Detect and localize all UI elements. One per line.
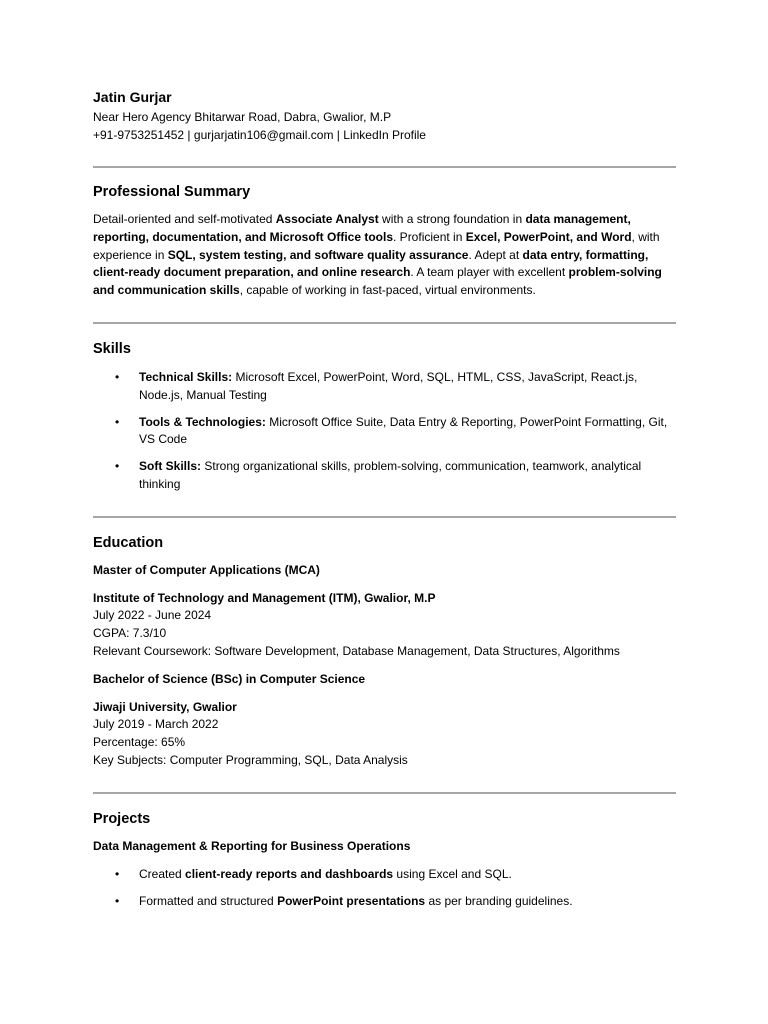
education-details: Relevant Coursework: Software Development, Database Management, Data Structures, Algorithms	[93, 643, 620, 658]
bullet-icon: •	[115, 459, 120, 474]
phone-number: +91-9753251452	[93, 128, 185, 142]
summary-emphasis: data management, reporting, documentation, and Microsoft Office tools	[93, 212, 635, 244]
skill-values: Microsoft Office Suite, Data Entry & Reporting, PowerPoint Formatting, Git, VS Code	[139, 414, 671, 447]
summary-title: Professional Summary	[93, 184, 251, 200]
summary-text: , capable of working in fast-paced, virtual environments.	[239, 283, 536, 298]
candidate-name: Jatin Gurjar	[93, 89, 172, 105]
contact-separator: |	[184, 128, 194, 142]
address-line: Near Hero Agency Bhitarwar Road, Dabra, Gwalior, M.P	[93, 110, 392, 124]
institute-name: Jiwaji University, Gwalior	[93, 699, 237, 714]
contact-separator: |	[333, 128, 344, 142]
education-dates: July 2022 - June 2024	[93, 608, 212, 623]
section-divider	[93, 166, 676, 168]
resume-page	[93, 88, 676, 911]
project-bullet-text: Formatted and structured	[139, 894, 278, 909]
resume-header	[93, 88, 676, 144]
project-bullets	[93, 866, 676, 912]
section-divider	[93, 792, 676, 794]
bullet-icon: •	[115, 866, 120, 881]
section-divider	[93, 322, 676, 324]
summary-text: with a strong foundation in	[378, 212, 526, 226]
skills-item	[93, 414, 676, 450]
bullet-icon: •	[115, 369, 120, 384]
project-bullet-emphasis: client-ready reports and dashboards	[185, 866, 394, 881]
summary-section	[93, 182, 676, 300]
contact-line	[93, 126, 676, 144]
degree-title: Bachelor of Science (BSc) in Computer Science	[93, 671, 366, 686]
education-details: Key Subjects: Computer Programming, SQL, Data Analysis	[93, 752, 408, 767]
linkedin-link[interactable]: LinkedIn Profile	[343, 128, 426, 142]
skill-category: Tools & Technologies:	[139, 414, 266, 429]
skills-item	[93, 458, 676, 494]
skill-category: Technical Skills:	[139, 369, 233, 384]
summary-emphasis: Excel, PowerPoint, and Word	[465, 229, 632, 244]
education-dates: July 2019 - March 2022	[93, 717, 219, 732]
summary-emphasis: SQL, system testing, and software quality assurance	[167, 247, 469, 262]
projects-title: Projects	[93, 810, 151, 827]
summary-emphasis: problem-solving and communication skills	[93, 265, 666, 298]
summary-emphasis: Associate Analyst	[275, 212, 379, 226]
skills-title: Skills	[93, 340, 131, 357]
education-score: CGPA: 7.3/10	[93, 626, 167, 641]
summary-text: . Proficient in	[393, 229, 466, 244]
skill-values: Strong organizational skills, problem-solving, communication, teamwork, analytical thinking	[139, 459, 645, 491]
skills-item	[93, 369, 676, 405]
summary-emphasis: data entry, formatting, client-ready document preparation, and online research	[93, 247, 652, 280]
summary-text: , with experience in	[93, 229, 663, 262]
project-bullet-emphasis: PowerPoint presentations	[277, 894, 426, 909]
project-bullet-text: Created	[139, 866, 186, 881]
education-title: Education	[93, 534, 164, 551]
project-bullet-text: as per branding guidelines.	[425, 894, 573, 909]
project-bullet	[93, 866, 676, 884]
bullet-icon: •	[115, 414, 120, 429]
skills-section	[93, 339, 676, 494]
email-link[interactable]: gurjarjatin106@gmail.com	[193, 128, 334, 142]
projects-section	[93, 809, 676, 911]
skills-list	[93, 369, 676, 494]
section-divider	[93, 516, 676, 518]
education-section	[93, 533, 676, 770]
degree-title: Master of Computer Applications (MCA)	[93, 562, 320, 577]
skill-values: Microsoft Excel, PowerPoint, Word, SQL, HTML, CSS, JavaScript, React.js, Node.js, Manual Testing	[139, 369, 641, 402]
summary-text: . A team player with excellent	[410, 265, 569, 280]
project-bullet-text: using Excel and SQL.	[393, 866, 512, 881]
bullet-icon: •	[115, 894, 120, 909]
project-bullet	[93, 893, 676, 911]
skill-category: Soft Skills:	[139, 459, 202, 474]
project-title: Data Management & Reporting for Business Operations	[93, 838, 411, 853]
institute-name: Institute of Technology and Management (ITM), Gwalior, M.P	[93, 590, 436, 605]
summary-text: . Adept at	[468, 247, 523, 262]
summary-text: Detail-oriented and self-motivated	[93, 212, 276, 226]
summary-text	[93, 211, 676, 300]
education-score: Percentage: 65%	[93, 735, 186, 750]
